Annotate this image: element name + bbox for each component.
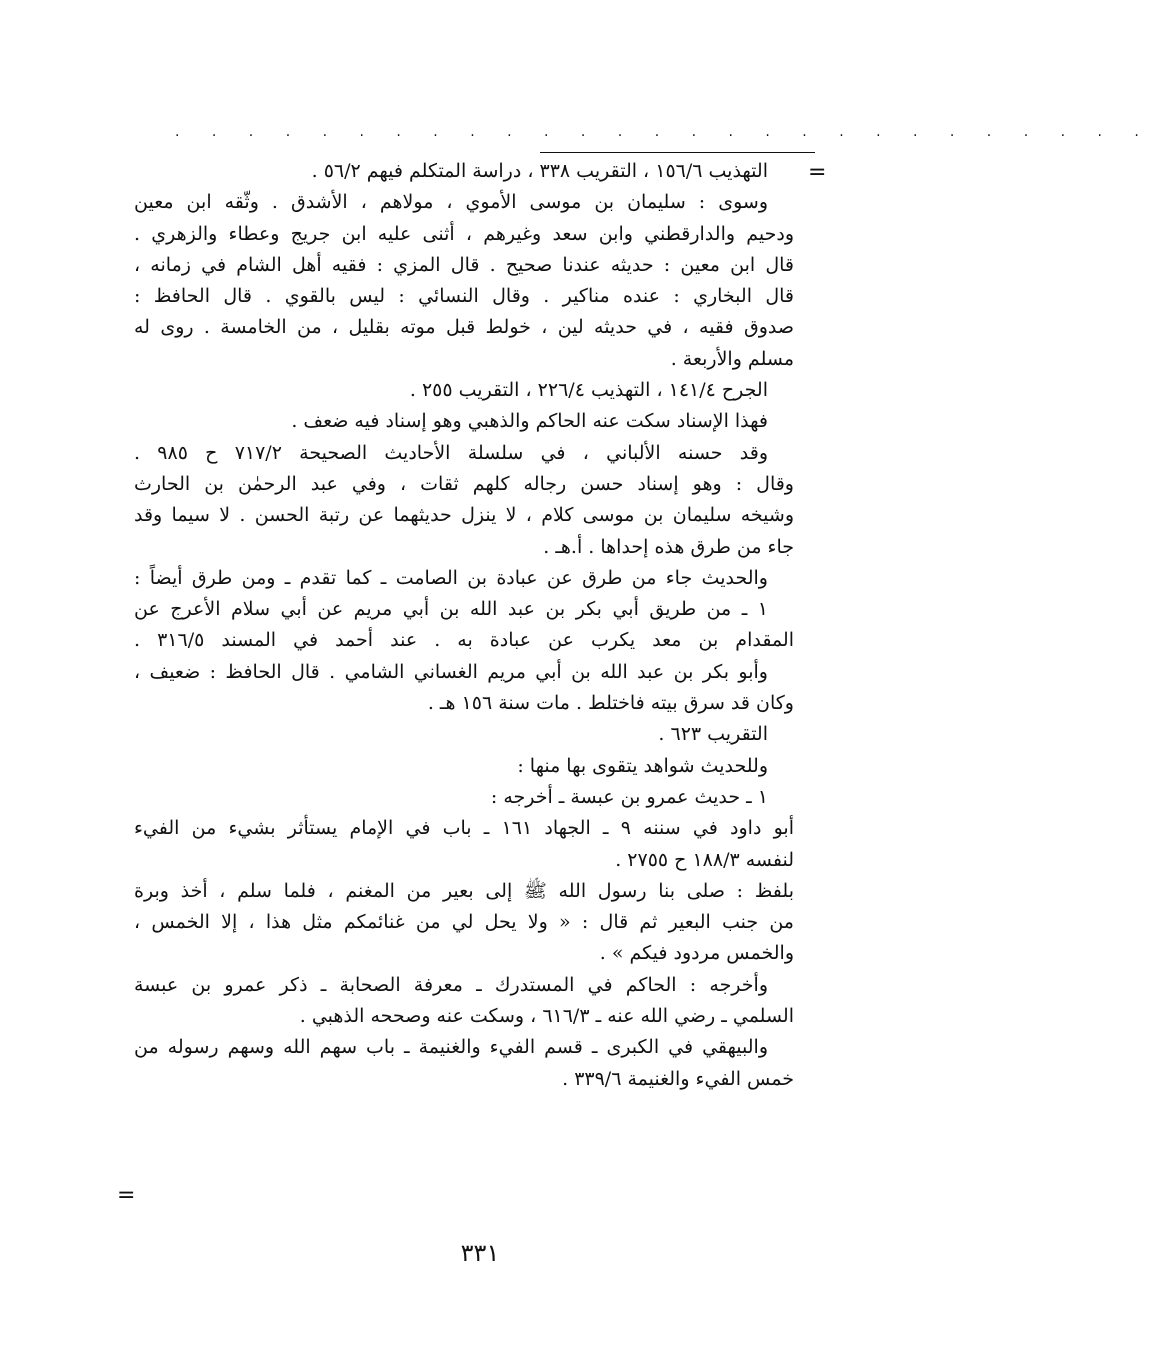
text-line: مسلم والأربعة . (670, 347, 794, 370)
text-line: وأبو بكر بن عبد الله بن أبي مريم الغساني الشامي . قال الحافظ : ضعيف ، (134, 660, 768, 683)
text-line: والبيهقي في الكبرى ـ قسم الفيء والغنيمة ـ باب سهم الله وسهم رسوله من (134, 1036, 768, 1059)
text-line: ١ ـ حديث عمرو بن عبسة ـ أخرجه : (490, 785, 768, 808)
text-line: من جنب البعير ثم قال : « ولا يحل لي من غنائمكم مثل هذا ، إلا الخمس ، (134, 911, 794, 934)
text-line: خمس الفيء والغنيمة ٣٣٩/٦ . (562, 1067, 794, 1090)
text-line: قال البخاري : عنده مناكير . وقال النسائي : ليس بالقوي . قال الحافظ : (134, 285, 794, 308)
text-line: وأخرجه : الحاكم في المستدرك ـ معرفة الصحابة ـ ذكر عمرو بن عبسة (134, 973, 768, 996)
text-line: وللحديث شواهد يتقوى بها منها : (517, 754, 768, 777)
text-line: أبو داود في سننه ٩ ـ الجهاد ١٦١ ـ باب في الإمام يستأثر بشيء من الفيء (134, 817, 795, 840)
text-line: السلمي ـ رضي الله عنه ـ ٦١٦/٣ ، وسكت عنه وصححه الذهبي . (299, 1005, 794, 1028)
text-line: التهذيب ١٥٦/٦ ، التقريب ٣٣٨ ، دراسة المتكلم فيهم ٥٦/٢ . (311, 160, 768, 182)
text-line: وشيخه سليمان بن موسى كلام ، لا ينزل حديثهما عن رتبة الحسن . لا سيما وقد (134, 504, 794, 527)
text-line: لنفسه ١٨٨/٣ ح ٢٧٥٥ . (615, 848, 794, 871)
text-line: بلفظ : صلى بنا رسول الله ﷺ إلى بعير من المغنم ، فلما سلم ، أخذ وبرة (134, 879, 794, 902)
text-line: وكان قد سرق بيته فاختلط . مات سنة ١٥٦ هـ . (427, 692, 794, 715)
text-line: وقال : وهو إسناد حسن رجاله كلهم ثقات ، وفي عبد الرحمٰن بن الحارث (134, 472, 794, 495)
dotted-separator: . . . . . . . . . . . . . . . . . . . . . . . . . . . (175, 124, 1153, 140)
page-number: ٣٣١ (460, 1239, 500, 1267)
text-line: صدوق فقيه ، في حديثه لين ، خولط قبل موته بقليل ، من الخامسة . روى له (134, 316, 794, 339)
text-line: والخمس مردود فيكم » . (599, 942, 794, 965)
text-line: فهذا الإسناد سكت عنه الحاكم والذهبي وهو إسناد فيه ضعف . (291, 410, 768, 433)
footnote-text (134, 156, 794, 1095)
text-line: المقدام بن معد يكرب عن عبادة به . عند أحمد في المسند ٣١٦/٥ . (134, 629, 794, 652)
text-line: ١ ـ من طريق أبي بكر بن عبد الله بن أبي مريم عن أبي سلام الأعرج عن (134, 598, 768, 621)
continuation-mark-top: = (808, 160, 827, 185)
text-line: ودحيم والدارقطني وابن سعد وغيرهم ، أثنى عليه ابن جريج وعطاء والزهري . (134, 222, 794, 245)
continuation-mark-bottom: = (117, 1183, 136, 1208)
text-line: قال ابن معين : حديثه عندنا صحيح . قال المزي : فقيه أهل الشام في زمانه ، (134, 253, 794, 276)
footnote-rule (540, 152, 815, 153)
text-line: وقد حسنه الألباني ، في سلسلة الأحاديث الصحيحة ٧١٧/٢ ح ٩٨٥ . (134, 441, 769, 464)
text-line: الجرح ١٤١/٤ ، التهذيب ٢٢٦/٤ ، التقريب ٢٥٥ . (409, 379, 768, 402)
text-line: والحديث جاء من طرق عن عبادة بن الصامت ـ كما تقدم ـ ومن طرق أيضاً : (134, 566, 768, 589)
text-line: وسوى : سليمان بن موسى الأموي ، مولاهم ، الأشدق . وثّقه ابن معين (134, 191, 768, 214)
text-line: جاء من طرق هذه إحداها . أ.هـ . (543, 535, 794, 558)
text-line: التقريب ٦٢٣ . (658, 723, 768, 746)
